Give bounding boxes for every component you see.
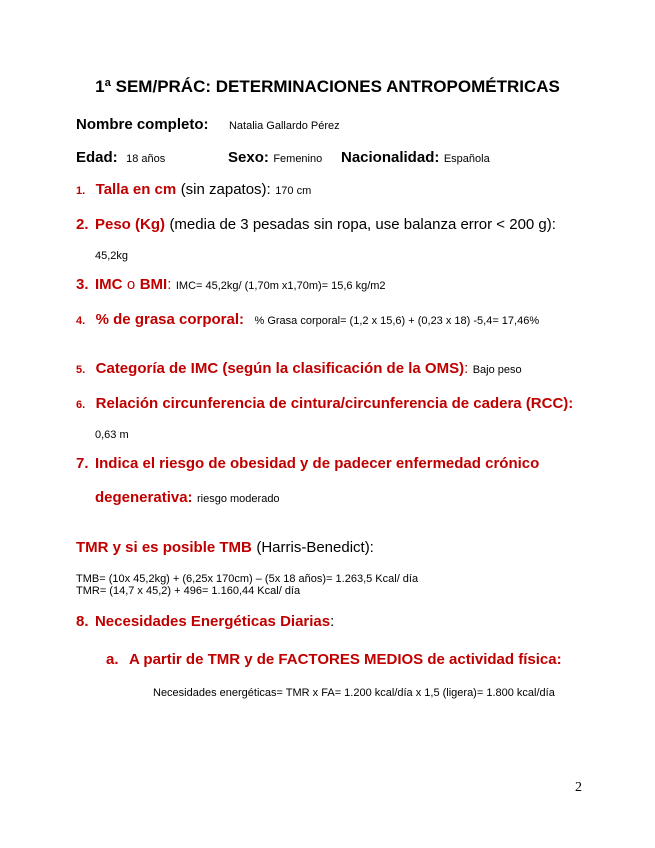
imc-label: IMC [94, 276, 123, 293]
name-row [76, 116, 340, 134]
riesgo-label-cont: degenerativa: [95, 489, 193, 506]
item-imc [76, 276, 386, 294]
grasa-label: % de grasa corporal: [95, 311, 245, 328]
tmr-heading-method: (Harris-Benedict): [256, 539, 374, 556]
categoria-colon: : [464, 360, 469, 377]
item-grasa [76, 311, 539, 329]
categoria-label: Categoría de IMC (según la clasificación de la OMS) [95, 360, 465, 377]
riesgo-value: riesgo moderado [197, 493, 280, 505]
riesgo-line2 [95, 489, 280, 507]
peso-value: 45,2kg [95, 250, 129, 262]
peso-note: (media de 3 pesadas sin ropa, use balanza error < 200 g): [169, 216, 556, 233]
subitem-label: A partir de TMR y de FACTORES MEDIOS de actividad física: [128, 651, 562, 668]
imc-value: IMC= 45,2kg/ (1,70m x1,70m)= 15,6 kg/m2 [175, 280, 386, 292]
tmr-formula: TMR= (14,7 x 45,2) + 496= 1.160,44 Kcal/ día [76, 585, 301, 597]
talla-note: (sin zapatos): [180, 181, 271, 198]
sex-label: Sexo: [228, 149, 269, 166]
item-number: 8. [76, 613, 89, 630]
age-field [76, 149, 165, 167]
necesidades-label: Necesidades Energéticas Diarias [94, 613, 331, 630]
item-number: 7. [76, 455, 89, 472]
item-number: 1. [76, 185, 86, 197]
age-label: Edad: [76, 149, 118, 166]
rcc-label: Relación circunferencia de cintura/circunferencia de cadera (RCC): [95, 395, 574, 412]
name-value: Natalia Gallardo Pérez [228, 120, 340, 132]
necesidades-value: Necesidades energéticas= TMR x FA= 1.200 kcal/día x 1,5 (ligera)= 1.800 kcal/día [153, 687, 555, 699]
item-number: 3. [76, 276, 89, 293]
nationality-field [341, 149, 490, 167]
item-number: 2. [76, 216, 89, 233]
item-peso [76, 216, 556, 234]
imc-colon: : [167, 276, 172, 293]
item-categoria [76, 360, 522, 378]
item-number: 5. [76, 364, 86, 376]
sex-field [228, 149, 322, 167]
necesidades-colon: : [330, 613, 335, 630]
riesgo-label: Indica el riesgo de obesidad y de padecer enfermedad crónico [94, 455, 540, 472]
item-riesgo [76, 455, 539, 473]
bmi-label: BMI [139, 276, 168, 293]
categoria-value: Bajo peso [472, 364, 522, 376]
peso-label: Peso (Kg) [94, 216, 165, 233]
name-label: Nombre completo: [76, 116, 209, 133]
page-number: 2 [575, 780, 582, 795]
item-number: 4. [76, 315, 86, 327]
subitem-tmr-factores [106, 651, 562, 669]
nationality-value: Española [443, 153, 490, 165]
talla-value: 170 cm [275, 185, 312, 197]
tmb-formula: TMB= (10x 45,2kg) + (6,25x 170cm) – (5x 18 años)= 1.263,5 Kcal/ día [76, 573, 419, 585]
tmr-heading [76, 539, 374, 557]
grasa-value: % Grasa corporal= (1,2 x 15,6) + (0,23 x 18) -5,4= 17,46% [254, 315, 540, 327]
rcc-value: 0,63 m [95, 429, 129, 441]
nationality-label: Nacionalidad: [341, 149, 440, 166]
item-necesidades [76, 613, 334, 631]
subitem-letter: a. [106, 651, 119, 668]
page-title: 1ª SEM/PRÁC: DETERMINACIONES ANTROPOMÉTRICAS [95, 77, 560, 96]
sex-value: Femenino [273, 153, 323, 165]
item-talla [76, 181, 311, 199]
age-value: 18 años [126, 153, 166, 165]
tmr-heading-label: TMR y si es posible TMB [76, 539, 252, 556]
item-number: 6. [76, 399, 86, 411]
item-rcc [76, 395, 573, 413]
talla-label: Talla en cm [95, 181, 177, 198]
imc-or: o [126, 276, 136, 293]
